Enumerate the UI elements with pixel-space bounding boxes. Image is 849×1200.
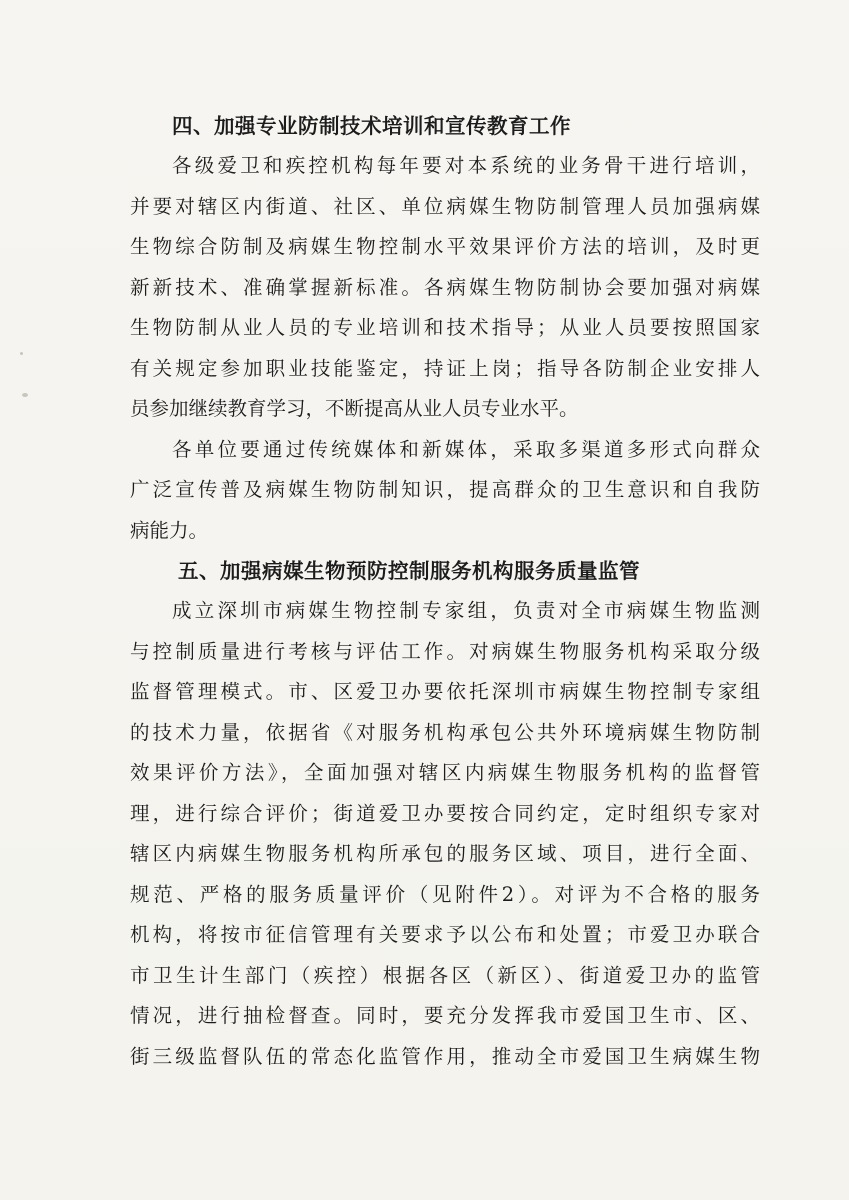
text-line: 规范、严格的服务质量评价（见附件2）。对评为不合格的服务 xyxy=(130,882,760,906)
text-line: 监督管理模式。市、区爱卫办要依托深圳市病媒生物控制专家组 xyxy=(130,680,760,703)
text-line: 新新技术、准确掌握新标准。各病媒生物防制协会要加强对病媒 xyxy=(130,275,760,299)
text-line: 辖区内病媒生物服务机构所承包的服务区域、项目，进行全面、 xyxy=(130,842,760,865)
text-line: 的技术力量，依据省《对服务机构承包公共外环境病媒生物防制 xyxy=(130,720,760,744)
text-line: 市卫生计生部门（疾控）根据各区（新区）、街道爱卫办的监管 xyxy=(130,963,760,987)
text-line: 各单位要通过传统媒体和新媒体，采取多渠道多形式向群众 xyxy=(172,437,760,461)
text-line: 广泛宣传普及病媒生物防制知识，提高群众的卫生意识和自我防 xyxy=(130,478,760,501)
scan-speck xyxy=(22,393,28,397)
text-line: 员参加继续教育学习，不断提高从业人员专业水平。 xyxy=(130,397,579,420)
text-line: 各级爱卫和疾控机构每年要对本系统的业务骨干进行培训， xyxy=(172,154,760,177)
text-line: 机构，将按市征信管理有关要求予以公布和处置；市爱卫办联合 xyxy=(130,923,760,946)
text-line: 生物防制从业人员的专业培训和技术指导；从业人员要按照国家 xyxy=(130,316,760,339)
text-line: 街三级监督队伍的常态化监管作用，推动全市爱国卫生病媒生物 xyxy=(130,1044,760,1068)
text-line: 理，进行综合评价；街道爱卫办要按合同约定，定时组织专家对 xyxy=(130,801,760,825)
text-line: 病能力。 xyxy=(130,518,209,542)
text-line: 效果评价方法》，全面加强对辖区内病媒生物服务机构的监督管 xyxy=(130,761,760,784)
text-line: 生物综合防制及病媒生物控制水平效果评价方法的培训，及时更 xyxy=(130,235,760,258)
document-body xyxy=(130,106,760,1077)
section-5-paragraph-1 xyxy=(130,591,760,1077)
text-line: 有关规定参加职业技能鉴定，持证上岗；指导各防制企业安排人 xyxy=(130,356,760,380)
text-line: 成立深圳市病媒生物控制专家组，负责对全市病媒生物监测 xyxy=(172,599,760,622)
scan-speck xyxy=(20,352,23,355)
section-5-heading: 五、加强病媒生物预防控制服务机构服务质量监管 xyxy=(178,559,640,583)
text-line: 并要对辖区内街道、社区、单位病媒生物防制管理人员加强病媒 xyxy=(130,194,760,218)
section-4-paragraph-2 xyxy=(130,430,760,552)
section-4-paragraph-1 xyxy=(130,146,760,430)
text-line: 与控制质量进行考核与评估工作。对病媒生物服务机构采取分级 xyxy=(130,639,760,663)
text-line: 情况，进行抽检督查。同时，要充分发挥我市爱国卫生市、区、 xyxy=(130,1004,760,1027)
section-4-heading: 四、加强专业防制技术培训和宣传教育工作 xyxy=(172,114,571,138)
